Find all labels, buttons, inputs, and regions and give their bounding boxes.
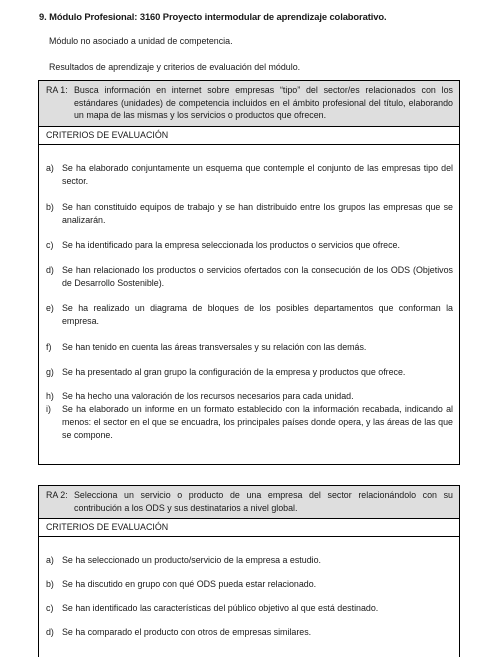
list-item (46, 239, 453, 252)
ra2-label: RA 2: (46, 490, 68, 500)
list-item (46, 264, 453, 289)
item-text: Se ha seleccionado un producto/servicio de la empresa a estudio. (62, 555, 322, 566)
list-item (46, 626, 453, 639)
ra2-header (39, 486, 459, 519)
item-text: Se ha presentado al gran grupo la configuración de la empresa y productos que ofrece. (62, 367, 406, 378)
item-letter: a) (46, 555, 54, 566)
item-text: Se ha realizado un diagrama de bloques de los posibles departamentos que conforman la empresa. (62, 303, 453, 326)
ra1-label: RA 1: (46, 85, 68, 95)
item-text: Se han tenido en cuenta las áreas transversales y su relación con las demás. (62, 342, 367, 353)
item-letter: h) (46, 391, 54, 402)
item-text: Se han identificado las características del público objetivo al que está destinado. (62, 603, 379, 614)
results-intro: Resultados de aprendizaje y criterios de evaluación del módulo. (49, 62, 301, 72)
item-letter: c) (46, 240, 54, 251)
item-letter: c) (46, 603, 54, 614)
item-text: Se han relacionado los productos o servicios ofertados con la consecución de los ODS (Objetivos de Desarrollo Sostenible). (62, 265, 453, 288)
ra2-table (38, 485, 460, 657)
ra1-criteria-title: CRITERIOS DE EVALUACIÓN (39, 127, 459, 145)
list-item (46, 578, 453, 591)
item-letter: g) (46, 367, 54, 378)
item-text: Se ha comparado el producto con otros de empresas similares. (62, 627, 312, 638)
item-letter: e) (46, 303, 54, 314)
module-note: Módulo no asociado a unidad de competencia. (49, 36, 233, 46)
list-item (46, 390, 453, 403)
item-text: Se ha hecho una valoración de los recursos necesarios para cada unidad. (62, 391, 354, 402)
ra2-criteria-title: CRITERIOS DE EVALUACIÓN (39, 519, 459, 537)
list-item (46, 302, 453, 327)
item-letter: d) (46, 265, 54, 276)
ra1-table (38, 80, 460, 465)
item-letter: b) (46, 202, 54, 213)
item-text: Se ha discutido en grupo con qué ODS pueda estar relacionado. (62, 579, 317, 590)
module-heading: 9. Módulo Profesional: 3160 Proyecto intermodular de aprendizaje colaborativo. (39, 11, 387, 22)
list-item (46, 162, 453, 187)
item-text: Se han constituido equipos de trabajo y se han distribuido entre los grupos las empresas que se analizarán. (62, 202, 453, 225)
ra2-text: Selecciona un servicio o producto de una empresa del sector relacionándolo con su contribución a los ODS y sus destinatarios a nivel global. (74, 490, 453, 513)
list-item (46, 554, 453, 567)
item-letter: b) (46, 579, 54, 590)
list-item (46, 366, 453, 379)
list-item (46, 341, 453, 354)
list-item (46, 403, 453, 441)
list-item (46, 201, 453, 226)
ra1-header (39, 81, 459, 127)
item-text: Se ha elaborado conjuntamente un esquema que contemple el conjunto de las empresas tipo del sector. (62, 163, 453, 186)
item-letter: f) (46, 342, 52, 353)
list-item (46, 602, 453, 615)
ra1-text: Busca información en internet sobre empresas “tipo” del sector/es relacionados con los estándares (unidades) de competencia incluidos en el ámbito profesional del título, elaborando un mapa de las mismas y los servicios o productos que ofrecen. (74, 85, 453, 121)
item-text: Se ha identificado para la empresa seleccionada los productos o servicios que ofrece. (62, 240, 400, 251)
item-letter: a) (46, 163, 54, 174)
item-letter: i) (46, 404, 51, 415)
item-letter: d) (46, 627, 54, 638)
item-text: Se ha elaborado un informe en un formato establecido con la información recabada, indicando al menos: el sector en el que se encuadra, los principales países donde opera, y las áreas de las que se compone. (62, 404, 453, 440)
